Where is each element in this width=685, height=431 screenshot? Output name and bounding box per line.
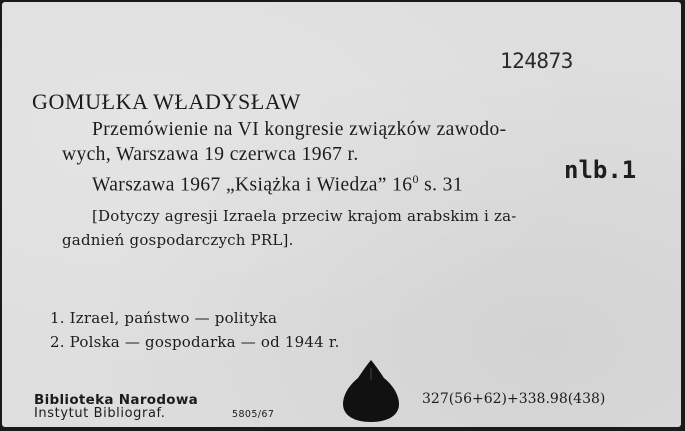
publication-main: Warszawa 1967 „Książka i Wiedza” 16 [92, 174, 413, 196]
catalog-card [2, 2, 681, 427]
publication-line [92, 172, 463, 197]
shelf-mark-stamp: nlb.1 [564, 156, 637, 184]
library-logo-icon [340, 358, 402, 424]
udc-classification: 327(56+62)+338.98(438) [422, 391, 606, 407]
publication-format-superscript: 0 [412, 172, 419, 186]
order-number: 5805/67 [232, 409, 275, 420]
subject-heading-1: 1. Izrael, państwo — polityka [50, 309, 278, 327]
title-line-2: wych, Warszawa 19 czerwca 1967 r. [62, 144, 359, 165]
publication-pages: s. 31 [418, 174, 463, 196]
title-line-1: Przemówienie na VI kongresie związków zawodo- [92, 119, 507, 140]
author-heading: GOMUŁKA WŁADYSŁAW [32, 89, 301, 114]
note-line-2: gadnień gospodarczych PRL]. [62, 231, 294, 249]
call-number: 124873 [500, 49, 573, 73]
institute-name: Instytut Bibliograf. [34, 406, 166, 421]
note-line-1: [Dotyczy agresji Izraela przeciw krajom arabskim i za- [92, 207, 517, 225]
library-name: Biblioteka Narodowa [34, 392, 199, 408]
subject-heading-2: 2. Polska — gospodarka — od 1944 r. [50, 333, 340, 351]
